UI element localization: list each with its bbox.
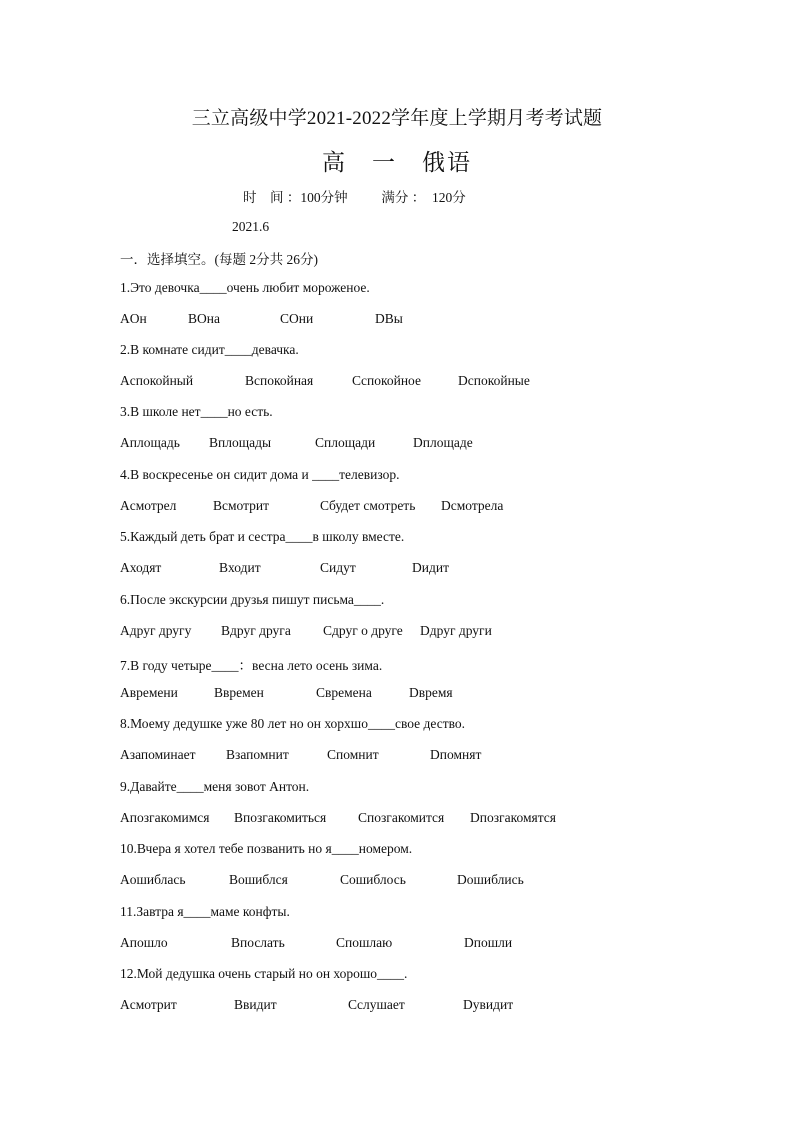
exam-time-score: 时 间 ：100分钟 满分 ： 120分	[243, 190, 466, 205]
question-11: 11.Завтра я____маме конфты.	[120, 904, 290, 919]
option-d: Dспокойные	[458, 373, 530, 388]
exam-date: 2021.6	[232, 219, 270, 234]
option-d: Dидит	[412, 560, 449, 575]
question-4-options	[120, 498, 680, 516]
option-c: Cпозгакомится	[358, 810, 445, 825]
option-d: Dувидит	[463, 997, 514, 1012]
option-a: Aспокойный	[120, 373, 194, 388]
option-a: Aдруг другу	[120, 623, 192, 638]
question-3: 3.В школе нет____но есть.	[120, 404, 273, 419]
option-d: Dпомнят	[430, 747, 482, 762]
question-5-options	[120, 560, 680, 578]
question-8: 8.Моему дедушке уже 80 лет но он хорхшо____свое дество.	[120, 716, 466, 731]
option-a: Aзапоминает	[120, 747, 196, 762]
question-1-options	[120, 311, 680, 329]
option-a: Aошиблась	[120, 872, 186, 887]
option-a: Aплощадь	[120, 435, 180, 450]
question-9: 9.Давайте____меня зовот Антон.	[120, 779, 310, 794]
question-10: 10.Вчера я хотел тебе позванить но я____номером.	[120, 841, 413, 856]
option-a: Aсмотрел	[120, 498, 177, 513]
option-c: Cпомнит	[327, 747, 379, 762]
question-2: 2.В комнате сидит____девачка.	[120, 342, 299, 357]
question-1: 1.Это девочка____очень любит мороженое.	[120, 280, 370, 295]
question-2-options	[120, 373, 680, 391]
question-9-options	[120, 810, 680, 828]
question-7-options	[120, 685, 680, 703]
option-d: Dвремя	[409, 685, 453, 700]
option-b: Bспокойная	[245, 373, 314, 388]
question-6: 6.После экскурсии друзья пишут письма____.	[120, 592, 385, 607]
option-a: Aсмотрит	[120, 997, 177, 1012]
question-6-options	[120, 623, 680, 641]
option-d: Dплощаде	[413, 435, 473, 450]
question-5: 5.Каждый деть брат и сестра____в школу вместе.	[120, 529, 405, 544]
option-c: Cидут	[320, 560, 356, 575]
option-a: Aпозгакомимся	[120, 810, 210, 825]
option-a: Aвремени	[120, 685, 178, 700]
option-d: Dошиблись	[457, 872, 524, 887]
option-d: Dпозгакомятся	[470, 810, 556, 825]
option-b: Bвремен	[214, 685, 264, 700]
option-b: Bходит	[219, 560, 261, 575]
question-11-options	[120, 935, 680, 953]
option-b: Bзапомнит	[226, 747, 289, 762]
option-b: Bвидит	[234, 997, 277, 1012]
option-b: Bошиблся	[229, 872, 288, 887]
question-10-options	[120, 872, 680, 890]
option-c: Cошиблось	[340, 872, 406, 887]
question-12-options	[120, 997, 680, 1015]
exam-title: 三立高级中学2021-2022学年度上学期月考考试题	[191, 108, 603, 129]
option-c: Cпошлаю	[336, 935, 393, 950]
question-8-options	[120, 747, 680, 765]
option-c: CОни	[280, 311, 314, 326]
option-d: Dпошли	[464, 935, 513, 950]
option-b: Bдруг друга	[221, 623, 291, 638]
option-c: Cплощади	[315, 435, 376, 450]
option-d: Dсмотрела	[441, 498, 504, 513]
option-a: AОн	[120, 311, 147, 326]
question-4: 4.В воскресенье он сидит дома и ____телевизор.	[120, 467, 400, 482]
question-12: 12.Мой дедушка очень старый но он хорошо____.	[120, 966, 408, 981]
option-c: Cбудет смотреть	[320, 498, 416, 513]
option-b: Bплощады	[209, 435, 272, 450]
option-b: Bпозгакомиться	[234, 810, 327, 825]
option-c: Cслушает	[348, 997, 405, 1012]
question-7: 7.В году четыре____：весна лето осень зима.	[120, 658, 383, 673]
option-c: Cдруг о друге	[323, 623, 403, 638]
option-c: Cспокойное	[352, 373, 421, 388]
option-b: BОна	[188, 311, 220, 326]
option-d: DВы	[375, 311, 403, 326]
option-a: Aходят	[120, 560, 162, 575]
exam-subtitle: 高 一 俄语	[322, 150, 472, 175]
option-b: Bсмотрит	[213, 498, 270, 513]
section-heading: 一．选择填空。(每题 2分共 26分)	[120, 252, 318, 267]
question-3-options	[120, 435, 680, 453]
option-c: Cвремена	[316, 685, 372, 700]
option-d: Dдруг други	[420, 623, 492, 638]
option-a: Aпошло	[120, 935, 168, 950]
option-b: Bпослать	[231, 935, 285, 950]
